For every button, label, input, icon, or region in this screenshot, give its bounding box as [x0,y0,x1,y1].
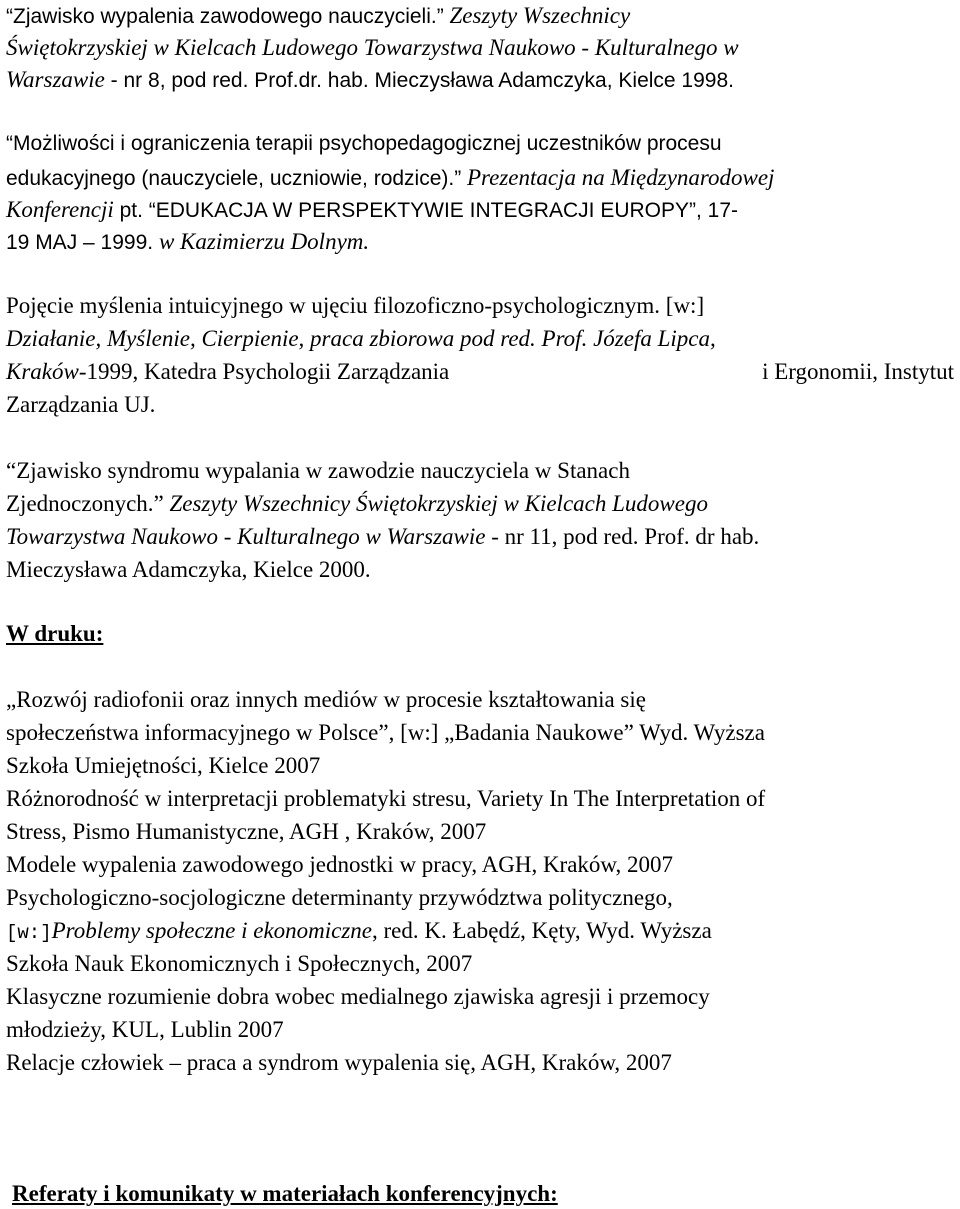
entry2-line3: Konferencji pt. “EDUKACJA W PERSPEKTYWIE INTEGRACJI EUROPY”, 17- [6,197,739,222]
entry3-line4: Zarządzania UJ. [6,392,156,417]
print-line9: Szkoła Nauk Ekonomicznych i Społecznych, 2007 [6,951,473,976]
entry3-line1: Pojęcie myślenia intuicyjnego w ujęciu filozoficzno-psychologicznym. [w:] [6,293,705,318]
print-line8: [w:]Problemy społeczne i ekonomiczne, red. K. Łabędź, Kęty, Wyd. Wyższa [6,918,712,944]
print-heading: W druku: [6,621,104,646]
print-line10: Klasyczne rozumienie dobra wobec medialnego zjawiska agresji i przemocy [6,984,710,1009]
print-line2: społeczeństwa informacyjnego w Polsce”, [w:] „Badania Naukowe” Wyd. Wyższa [6,720,765,745]
entry4-line2: Zjednoczonych.” Zeszyty Wszechnicy Świętokrzyskiej w Kielcach Ludowego [6,491,708,516]
entry3-line2: Działanie, Myślenie, Cierpienie, praca zbiorowa pod red. Prof. Józefa Lipca, [6,326,716,351]
entry2-line4: 19 MAJ – 1999. w Kazimierzu Dolnym. [6,229,370,254]
entry1-line3: Warszawie - nr 8, pod red. Prof.dr. hab. Mieczysława Adamczyka, Kielce 1998. [6,67,734,92]
entry2-line2: edukacyjnego (nauczyciele, uczniowie, rodzice).” Prezentacja na Międzynarodowej [6,165,775,190]
print-line4: Różnorodność w interpretacji problematyki stresu, Variety In The Interpretation of [6,786,766,811]
entry4-line4: Mieczysława Adamczyka, Kielce 2000. [6,557,371,582]
entry4-line1: “Zjawisko syndromu wypalania w zawodzie nauczyciela w Stanach [6,458,630,483]
entry2-line1: “Możliwości i ograniczenia terapii psychopedagogicznej uczestników procesu [6,132,722,155]
print-line12: Relacje człowiek – praca a syndrom wypalenia się, AGH, Kraków, 2007 [6,1050,672,1075]
entry1-line2: Świętokrzyskiej w Kielcach Ludowego Towarzystwa Naukowo - Kulturalnego w [6,35,739,60]
print-line1: „Rozwój radiofonii oraz innych mediów w procesie kształtowania się [6,687,646,712]
print-line6: Modele wypalenia zawodowego jednostki w pracy, AGH, Kraków, 2007 [6,852,674,877]
print-line7: Psychologiczno-socjologiczne determinanty przywództwa politycznego, [6,885,673,910]
entry4-line3: Towarzystwa Naukowo - Kulturalnego w Warszawie - nr 11, pod red. Prof. dr hab. [6,524,760,549]
conference-heading: Referaty i komunikaty w materiałach konferencyjnych: [12,1181,558,1206]
print-line5: Stress, Pismo Humanistyczne, AGH , Kraków, 2007 [6,819,487,844]
entry3-line3: Kraków-1999, Katedra Psychologii Zarządzania i Ergonomii, Instytut [6,359,954,384]
entry1-line1: “Zjawisko wypalenia zawodowego nauczycieli.” Zeszyty Wszechnicy [6,3,631,28]
print-line11: młodzieży, KUL, Lublin 2007 [6,1017,284,1042]
print-line3: Szkoła Umiejętności, Kielce 2007 [6,753,321,778]
